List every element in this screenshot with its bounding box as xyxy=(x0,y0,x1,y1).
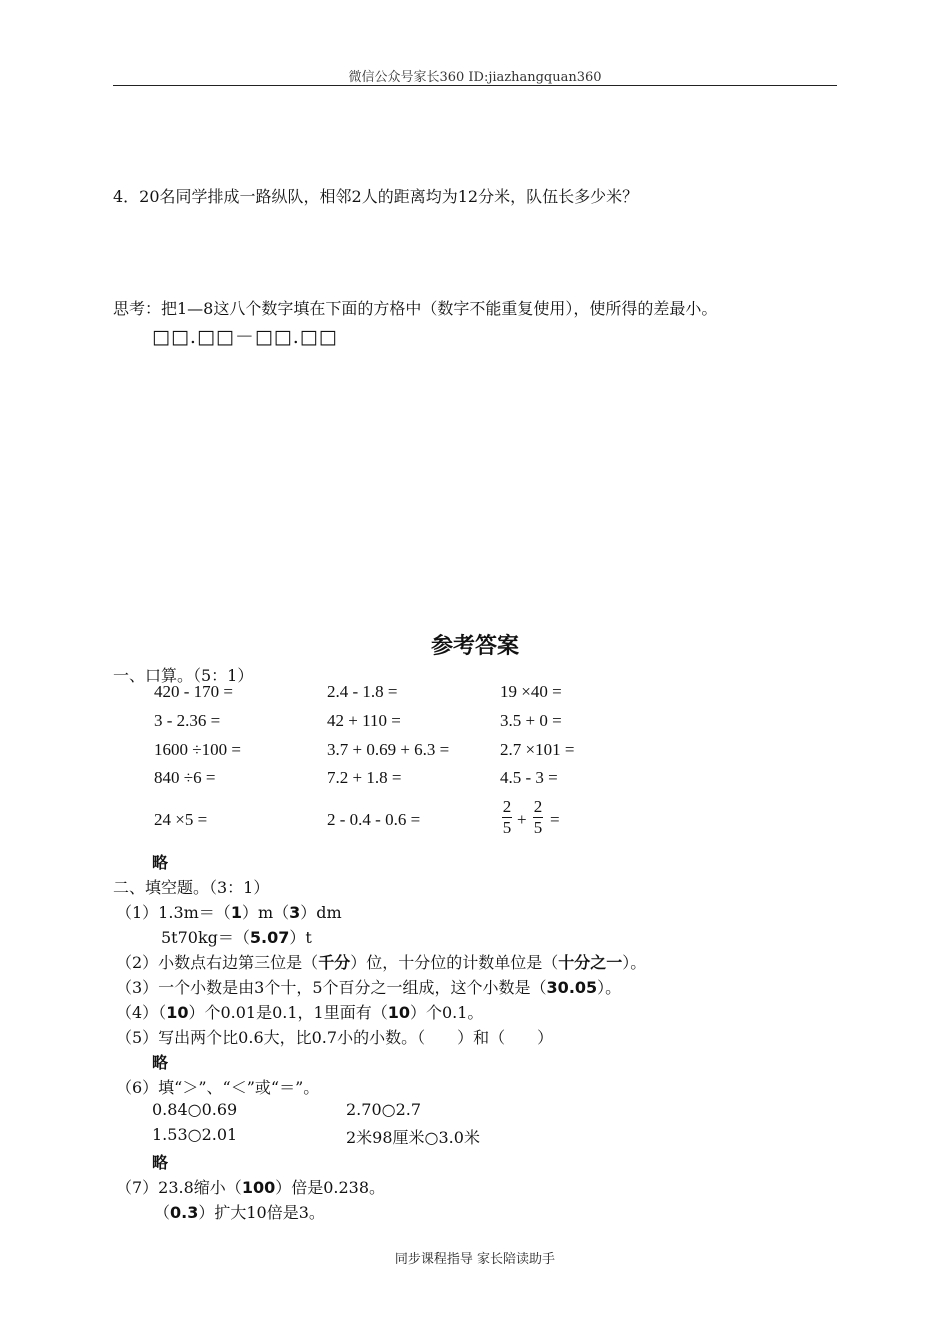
compare-item-1: 0.84○0.69 xyxy=(152,1100,238,1119)
fraction-equals: = xyxy=(550,810,560,829)
calc-r5-c2: 2 - 0.4 - 0.6 = xyxy=(327,810,421,829)
fill-q1a-pre: （1）1.3m＝（ xyxy=(116,903,231,922)
section1-heading: 一、口算。（5：1） xyxy=(113,666,254,685)
fill-q2-pre: （2）小数点右边第三位是（ xyxy=(116,953,319,972)
answers-title: 参考答案 xyxy=(430,634,519,659)
fill-q5: （5）写出两个比0.6大，比0.7小的小数。（ ）和（ ） xyxy=(116,1028,554,1047)
fill-q7a-post: ）倍是0.238。 xyxy=(275,1178,386,1197)
calc-r1-c3: 19 ×40 = xyxy=(500,682,562,701)
fill-q7b-pre: （ xyxy=(154,1203,171,1222)
fill-q2 xyxy=(116,950,646,973)
fill-q4-answer1: 10 xyxy=(166,1003,189,1022)
fill-q4-post: ）个0.1。 xyxy=(409,1003,484,1022)
page-footer: 同步课程指导 家长陪读助手 xyxy=(394,1252,556,1267)
fill-q3-answer1: 30.05 xyxy=(546,978,598,997)
compare-item-2: 2.70○2.7 xyxy=(346,1100,422,1119)
section2-omitted-1: 略 xyxy=(152,1053,169,1072)
calc-r2-c2: 42 + 110 = xyxy=(327,711,401,730)
fill-q7b-answer1: 0.3 xyxy=(170,1203,199,1222)
thinking-prompt: 思考：把1—8这八个数字填在下面的方格中（数字不能重复使用），使所得的差最小。 xyxy=(113,299,718,318)
fraction-1-denominator: 5 xyxy=(502,818,512,837)
fill-q1a xyxy=(116,900,342,923)
fill-q2-mid: ）位，十分位的计数单位是（ xyxy=(350,953,559,972)
fill-q1a-mid: ）m（ xyxy=(241,903,290,922)
fraction-2-denominator: 5 xyxy=(533,818,543,837)
fill-q1a-post: ）dm xyxy=(300,903,342,922)
fill-q1a-answer1: 1 xyxy=(230,903,242,922)
fill-q2-answer2: 十分之一 xyxy=(558,953,623,972)
calc-r4-c1: 840 ÷6 = xyxy=(154,768,216,787)
calc-r1-c2: 2.4 - 1.8 = xyxy=(327,682,398,701)
fill-q1b-post: ）t xyxy=(289,928,312,947)
calc-r5-c1: 24 ×5 = xyxy=(154,810,208,829)
section2-omitted-2: 略 xyxy=(152,1153,169,1172)
fill-q1b xyxy=(161,925,312,948)
question-4: 4．20名同学排成一路纵队，相邻2人的距离均为12分米，队伍长多少米？ xyxy=(113,187,639,206)
fill-q4-mid: ）个0.01是0.1，1里面有（ xyxy=(188,1003,388,1022)
calc-r2-c3: 3.5 + 0 = xyxy=(500,711,562,730)
fraction-1-numerator: 2 xyxy=(502,797,512,816)
thinking-boxes: □□.□□－□□.□□ xyxy=(152,326,338,348)
fill-q1b-answer1: 5.07 xyxy=(249,928,290,947)
fill-q3-post: ）。 xyxy=(597,978,622,997)
fill-q6: （6）填“＞”、“＜”或“＝”。 xyxy=(116,1078,320,1097)
calc-r3-c3: 2.7 ×101 = xyxy=(500,740,575,759)
fill-q7a xyxy=(116,1175,385,1198)
compare-item-4: 2米98厘米○3.0米 xyxy=(346,1128,480,1147)
fill-q3 xyxy=(116,975,621,998)
page-header: 微信公众号家长360 ID:jiazhangquan360 xyxy=(348,70,602,85)
fill-q7b xyxy=(154,1200,325,1223)
calc-r1-c1: 420 - 170 = xyxy=(154,682,233,701)
section2-heading: 二、填空题。（3：1） xyxy=(113,878,270,897)
fill-q1a-answer2: 3 xyxy=(289,903,301,922)
fraction-1 xyxy=(501,797,513,838)
calc-r2-c1: 3 - 2.36 = xyxy=(154,711,221,730)
header-divider xyxy=(113,85,837,86)
compare-item-3: 1.53○2.01 xyxy=(152,1125,238,1144)
fill-q1b-pre: 5t70kg＝（ xyxy=(161,928,250,947)
fill-q4-pre: （4）（ xyxy=(116,1003,167,1022)
calc-r3-c1: 1600 ÷100 = xyxy=(154,740,241,759)
fill-q2-post: ）。 xyxy=(622,953,647,972)
calc-r3-c2: 3.7 + 0.69 + 6.3 = xyxy=(327,740,450,759)
fill-q7a-answer1: 100 xyxy=(241,1178,276,1197)
section1-omitted: 略 xyxy=(152,853,169,872)
fraction-plus: + xyxy=(517,810,527,829)
fill-q4 xyxy=(116,1000,483,1023)
calc-r4-c3: 4.5 - 3 = xyxy=(500,768,558,787)
fill-q4-answer2: 10 xyxy=(387,1003,410,1022)
calc-r4-c2: 7.2 + 1.8 = xyxy=(327,768,402,787)
fill-q7a-pre: （7）23.8缩小（ xyxy=(116,1178,242,1197)
fraction-2 xyxy=(532,797,544,838)
fill-q2-answer1: 千分 xyxy=(318,953,351,972)
fraction-2-numerator: 2 xyxy=(533,797,543,816)
fill-q7b-post: ）扩大10倍是3。 xyxy=(198,1203,325,1222)
fill-q3-pre: （3）一个小数是由3个十，5个百分之一组成，这个小数是（ xyxy=(116,978,547,997)
